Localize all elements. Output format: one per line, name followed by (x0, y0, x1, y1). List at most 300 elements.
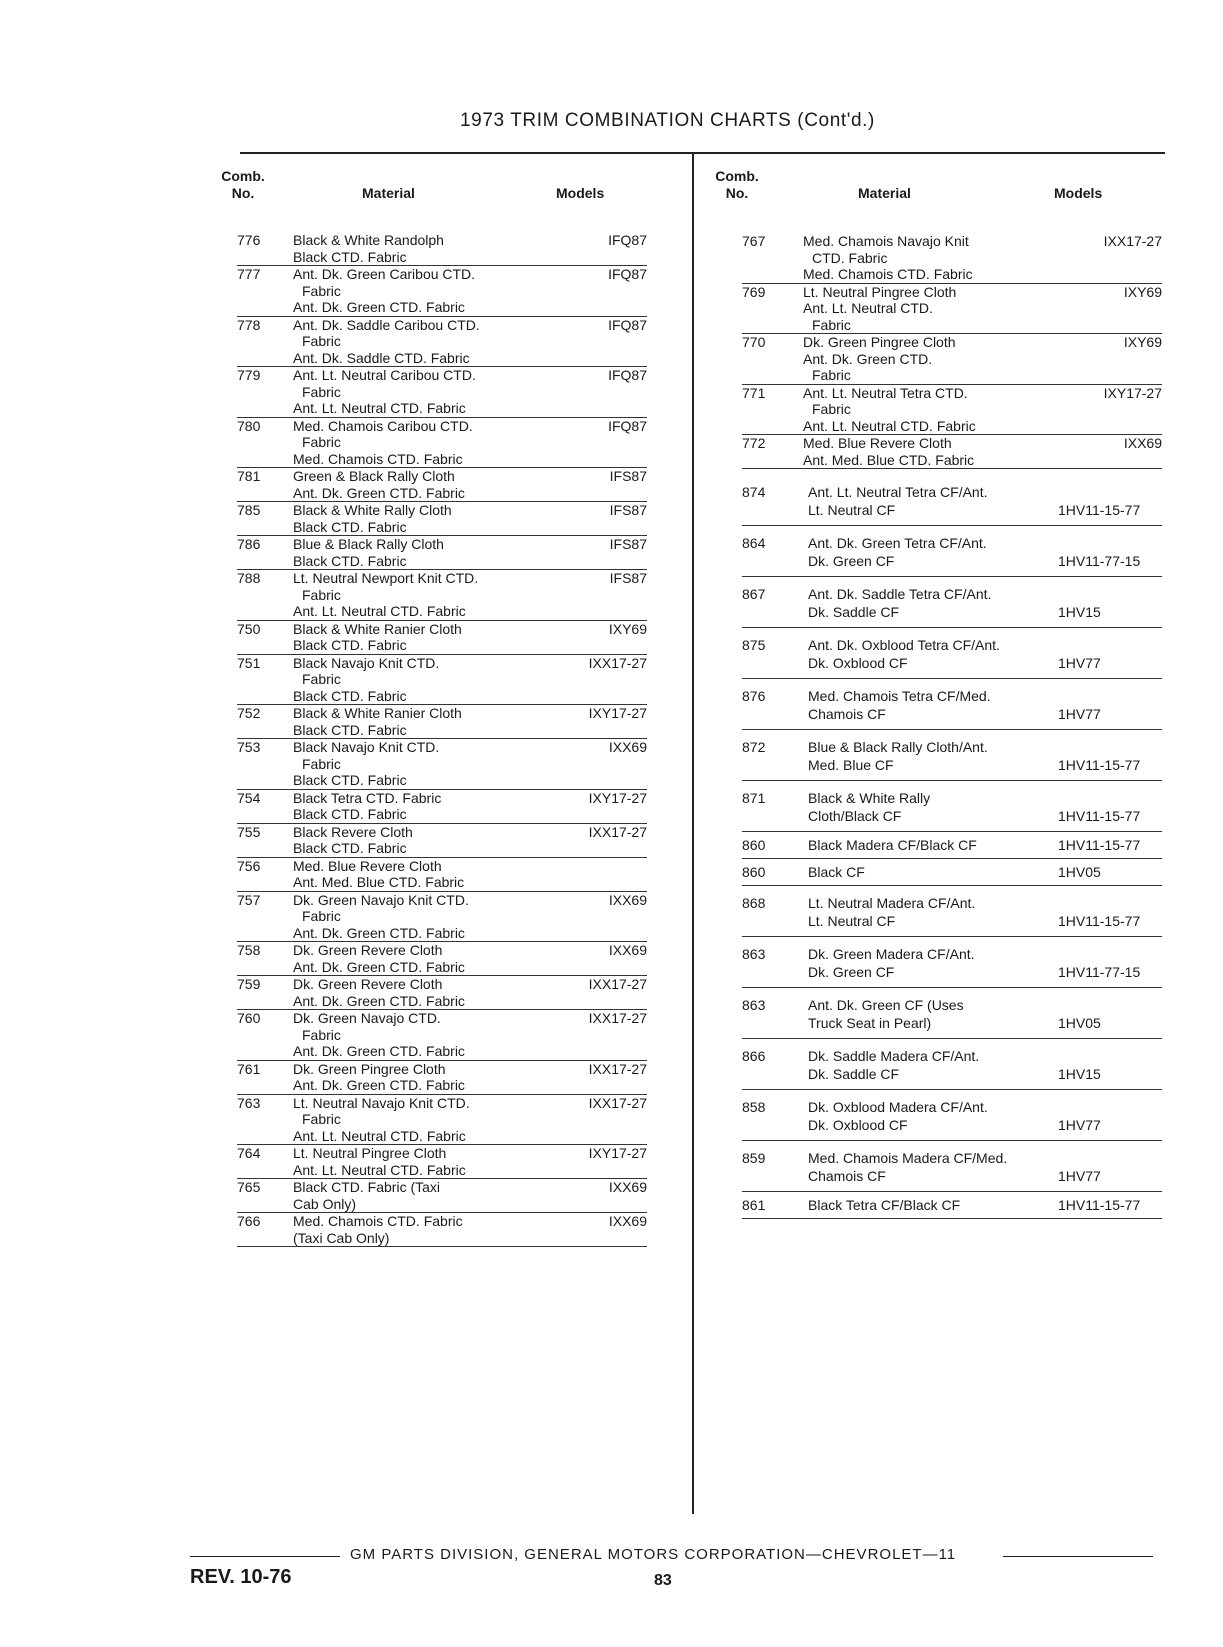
comb-number: 859 (742, 1150, 766, 1166)
material-line: Fabric (302, 671, 341, 687)
right-trim-table-ctd (742, 233, 1162, 469)
comb-number: 766 (237, 1213, 261, 1229)
table-row (237, 655, 647, 706)
models-cell (568, 824, 647, 857)
comb-number: 759 (237, 976, 261, 992)
revision-label: REV. 10-76 (190, 1566, 292, 1588)
comb-number: 777 (237, 266, 261, 282)
material-line: Fabric (812, 401, 851, 417)
models-cell (1058, 687, 1162, 723)
material-line: Med. Chamois CTD. Fabric (803, 266, 973, 282)
material-line: Ant. Dk. Green CTD. (803, 350, 933, 367)
models-cell (568, 1145, 647, 1178)
models-value: 1HV11-77-15 (1058, 553, 1141, 569)
models-cell (568, 1095, 647, 1145)
right-models-header: Models (1054, 185, 1103, 201)
table-row (742, 988, 1162, 1039)
material-line: Black Revere Cloth (293, 823, 413, 840)
left-material-header: Material (362, 185, 415, 201)
comb-number: 764 (237, 1145, 261, 1161)
table-row (742, 435, 1162, 469)
models-value: IFS87 (609, 570, 647, 586)
comb-number: 860 (742, 864, 766, 880)
material-line: Fabric (302, 755, 341, 772)
comb-number: 867 (742, 586, 766, 602)
models-value: 1HV05 (1058, 1015, 1101, 1031)
models-cell (568, 232, 647, 265)
models-value: IXX69 (608, 942, 647, 958)
comb-number: 785 (237, 502, 261, 518)
models-value: 1HV11-15-77 (1058, 837, 1141, 853)
table-row (237, 739, 647, 790)
material-cell (803, 385, 1083, 435)
material-line: Ant. Lt. Neutral CTD. Fabric (803, 417, 976, 434)
models-cell (568, 858, 647, 891)
footer-rule-right (1003, 1556, 1153, 1557)
material-line: Dk. Green Pingree Cloth (293, 1060, 446, 1077)
table-row (742, 1090, 1162, 1141)
models-value: IXX17-27 (588, 1010, 647, 1026)
material-line: Dk. Green Revere Cloth (293, 976, 443, 992)
table-row (237, 1145, 647, 1179)
material-line: Fabric (302, 282, 341, 299)
material-line: Dk. Green Revere Cloth (293, 942, 443, 958)
material-cell (293, 705, 568, 738)
models-cell (568, 502, 647, 535)
comb-number: 772 (742, 435, 766, 451)
comb-number: 861 (742, 1197, 766, 1213)
models-value: IXX17-27 (588, 1060, 647, 1077)
table-row (237, 1095, 647, 1146)
table-row (237, 468, 647, 502)
material-line: Black Navajo Knit CTD. (293, 654, 440, 671)
models-value: 1HV15 (1058, 604, 1101, 620)
material-cell (808, 1098, 1058, 1134)
comb-number: 863 (742, 997, 766, 1013)
material-cell (803, 435, 1083, 468)
material-line: Dk. Saddle Madera CF/Ant. (808, 1048, 980, 1064)
right-trim-table-cf (742, 475, 1162, 1219)
material-line: Lt. Neutral CF (808, 913, 896, 929)
material-line: Dk. Green Madera CF/Ant. (808, 946, 975, 962)
table-row (237, 502, 647, 536)
material-cell (808, 636, 1058, 672)
material-cell (293, 570, 568, 620)
models-cell (568, 266, 647, 316)
comb-number: 876 (742, 688, 766, 704)
models-value: IFQ87 (608, 417, 647, 434)
material-line: Cab Only) (293, 1195, 357, 1212)
models-value: IXX17-27 (588, 1094, 647, 1111)
comb-number: 760 (237, 1010, 261, 1026)
comb-number: 778 (237, 316, 261, 333)
footer-rule-left (190, 1556, 340, 1557)
left-models-header: Models (556, 185, 605, 201)
page-number: 83 (654, 1572, 672, 1589)
material-line: Black CTD. Fabric (293, 518, 407, 535)
material-line: Med. Chamois Caribou CTD. (293, 417, 473, 434)
table-row (237, 418, 647, 469)
models-value: IXX17-27 (588, 654, 647, 671)
models-value: IFQ87 (608, 367, 647, 383)
table-row (742, 233, 1162, 284)
material-cell (808, 789, 1058, 825)
material-line: Ant. Med. Blue CTD. Fabric (293, 874, 465, 890)
comb-number: 767 (742, 233, 766, 249)
models-value: IXX17-27 (1103, 233, 1162, 249)
material-cell (803, 233, 1083, 283)
comb-number: 863 (742, 946, 766, 962)
comb-number: 756 (237, 857, 261, 874)
models-cell (1058, 894, 1162, 930)
material-cell (293, 266, 568, 316)
models-cell (1058, 863, 1162, 881)
material-line: Ant. Lt. Neutral CTD. Fabric (293, 603, 466, 619)
models-cell (568, 317, 647, 367)
comb-number: 781 (237, 468, 261, 484)
comb-number: 864 (742, 535, 766, 551)
material-cell (803, 334, 1083, 384)
comb-number: 765 (237, 1179, 261, 1195)
table-row (742, 1039, 1162, 1090)
material-line: Ant. Dk. Green Caribou CTD. (293, 266, 476, 282)
models-value: IXX69 (608, 1179, 647, 1195)
material-line: Black CTD. Fabric (Taxi (293, 1179, 441, 1195)
comb-number: 753 (237, 739, 261, 755)
material-line: CTD. Fabric (812, 249, 888, 266)
table-row (742, 937, 1162, 988)
material-cell (808, 863, 1058, 881)
comb-number: 860 (742, 837, 766, 853)
table-row (237, 790, 647, 824)
material-line: Dk. Green Pingree Cloth (803, 334, 956, 350)
comb-number: 769 (742, 283, 766, 300)
material-line: Blue & Black Rally Cloth (293, 536, 444, 552)
material-line: Dk. Oxblood CF (808, 1117, 908, 1133)
material-line: Med. Chamois Madera CF/Med. (808, 1150, 1008, 1166)
models-value: 1HV77 (1058, 706, 1101, 722)
material-line: (Taxi Cab Only) (293, 1229, 390, 1246)
material-cell (293, 739, 568, 789)
left-comb-header (220, 168, 266, 202)
material-line: Ant. Dk. Green CTD. Fabric (293, 992, 465, 1009)
models-cell (568, 705, 647, 738)
material-line: Med. Blue Revere Cloth (803, 435, 952, 451)
right-comb-header (714, 168, 760, 202)
table-row (237, 232, 647, 266)
models-cell (1083, 284, 1162, 334)
table-row (742, 475, 1162, 526)
models-value: 1HV77 (1058, 1168, 1101, 1184)
left-trim-table (237, 232, 647, 1247)
models-cell (1058, 945, 1162, 981)
material-cell (808, 585, 1058, 621)
material-line: Dk. Green Navajo CTD. (293, 1010, 441, 1026)
material-cell (293, 1179, 568, 1212)
models-value: IFQ87 (608, 316, 647, 333)
models-value: IXX17-27 (588, 976, 647, 992)
material-line: Med. Chamois CTD. Fabric (293, 1213, 463, 1229)
models-cell (1058, 636, 1162, 672)
material-line: Dk. Oxblood CF (808, 655, 908, 671)
table-row (742, 832, 1162, 859)
material-cell (293, 536, 568, 569)
material-line: Ant. Dk. Saddle Tetra CF/Ant. (808, 586, 992, 602)
models-value: IXX17-27 (588, 823, 647, 840)
table-row (742, 334, 1162, 385)
models-cell (1058, 738, 1162, 774)
table-row (237, 1061, 647, 1095)
models-value: 1HV11-15-77 (1058, 913, 1141, 929)
models-cell (568, 418, 647, 468)
models-value: IXY69 (608, 620, 647, 637)
material-line: Lt. Neutral CF (808, 502, 896, 518)
material-line: Green & Black Rally Cloth (293, 468, 455, 484)
material-line: Chamois CF (808, 706, 886, 722)
models-value: 1HV11-15-77 (1058, 757, 1141, 773)
models-cell (1058, 534, 1162, 570)
models-cell (1058, 996, 1162, 1032)
models-cell (568, 1061, 647, 1094)
models-cell (1058, 1098, 1162, 1134)
material-line: Black CTD. Fabric (293, 806, 407, 822)
models-cell (568, 570, 647, 620)
models-cell (568, 655, 647, 705)
material-line: Black & White Ranier Cloth (293, 620, 462, 637)
no-label: No. (725, 185, 749, 201)
comb-number: 757 (237, 891, 261, 908)
material-cell (808, 483, 1058, 519)
comb-number: 752 (237, 705, 261, 721)
material-line: Black CTD. Fabric (293, 248, 407, 265)
material-line: Med. Blue CF (808, 757, 894, 773)
comb-number: 788 (237, 570, 261, 586)
models-cell (1083, 435, 1162, 468)
material-cell (293, 942, 568, 975)
material-line: Fabric (302, 908, 341, 924)
material-cell (808, 1196, 1058, 1214)
material-line: Dk. Green CF (808, 964, 895, 980)
comb-number: 770 (742, 334, 766, 350)
material-cell (293, 621, 568, 654)
comb-number: 750 (237, 620, 261, 637)
material-line: Black CTD. Fabric (293, 687, 407, 704)
material-line: Black CTD. Fabric (293, 721, 407, 738)
material-line: Ant. Lt. Neutral CTD. (803, 300, 933, 316)
models-cell (1058, 1196, 1162, 1214)
material-line: Black Tetra CTD. Fabric (293, 789, 442, 806)
table-row (742, 1192, 1162, 1219)
models-cell (568, 1179, 647, 1212)
column-divider (692, 154, 694, 1514)
table-row (237, 317, 647, 368)
material-line: Black CTD. Fabric (293, 552, 407, 569)
material-line: Ant. Dk. Green CTD. Fabric (293, 924, 465, 941)
material-cell (808, 836, 1058, 854)
table-row (742, 628, 1162, 679)
material-line: Fabric (302, 1111, 341, 1127)
models-value: 1HV15 (1058, 1066, 1101, 1082)
models-value: 1HV77 (1058, 1117, 1101, 1133)
table-row (237, 1179, 647, 1213)
material-line: Ant. Lt. Neutral CTD. Fabric (293, 1161, 466, 1178)
material-cell (808, 1149, 1058, 1185)
material-cell (808, 534, 1058, 570)
comb-number: 758 (237, 942, 261, 958)
material-cell (293, 317, 568, 367)
models-cell (568, 367, 647, 417)
material-line: Ant. Dk. Green CTD. Fabric (293, 1077, 465, 1093)
models-value: IXY17-27 (588, 789, 647, 806)
comb-number: 872 (742, 739, 766, 755)
models-value: 1HV11-15-77 (1058, 1197, 1141, 1213)
material-line: Fabric (812, 316, 851, 333)
comb-number: 780 (237, 417, 261, 434)
material-cell (293, 655, 568, 705)
material-cell (808, 687, 1058, 723)
models-value: IXX69 (608, 891, 647, 908)
models-value: IFS87 (609, 468, 647, 484)
models-value: IFS87 (609, 502, 647, 518)
comb-label: Comb. (715, 168, 759, 184)
models-value: IXX69 (608, 1213, 647, 1229)
material-line: Dk. Green CF (808, 553, 895, 569)
material-line: Ant. Dk. Green CTD. Fabric (293, 1043, 465, 1059)
material-line: Truck Seat in Pearl) (808, 1015, 932, 1031)
table-row (237, 892, 647, 943)
material-cell (293, 790, 568, 823)
material-line: Black & White Rally Cloth (293, 502, 452, 518)
table-row (237, 570, 647, 621)
material-cell (808, 894, 1058, 930)
material-line: Lt. Neutral Pingree Cloth (293, 1145, 447, 1161)
table-row (742, 385, 1162, 436)
material-line: Fabric (302, 333, 341, 349)
top-rule (240, 152, 1165, 154)
material-line: Ant. Lt. Neutral Tetra CTD. (803, 384, 968, 401)
models-value: 1HV77 (1058, 655, 1101, 671)
table-row (742, 859, 1162, 886)
material-line: Ant. Lt. Neutral CTD. Fabric (293, 1127, 466, 1144)
models-cell (568, 790, 647, 823)
material-cell (293, 1010, 568, 1060)
comb-number: 776 (237, 232, 261, 248)
material-cell (808, 945, 1058, 981)
material-cell (293, 1213, 568, 1246)
material-cell (808, 996, 1058, 1032)
material-line: Ant. Dk. Green CTD. Fabric (293, 299, 465, 315)
models-cell (568, 621, 647, 654)
models-value: IXY17-27 (588, 1145, 647, 1161)
comb-number: 754 (237, 789, 261, 806)
material-cell (293, 1061, 568, 1094)
comb-number: 786 (237, 536, 261, 552)
models-cell (1083, 334, 1162, 384)
material-line: Ant. Lt. Neutral Tetra CF/Ant. (808, 484, 988, 500)
models-value: IXY17-27 (588, 705, 647, 721)
models-value: IXY69 (1123, 283, 1162, 300)
material-line: Black CTD. Fabric (293, 637, 407, 653)
models-cell (568, 976, 647, 1009)
no-label: No. (231, 185, 255, 201)
table-row (237, 942, 647, 976)
models-cell (1083, 385, 1162, 435)
material-line: Ant. Dk. Saddle Caribou CTD. (293, 316, 480, 333)
comb-number: 755 (237, 823, 261, 840)
models-cell (1058, 483, 1162, 519)
models-cell (568, 892, 647, 942)
material-line: Black CF (808, 864, 865, 880)
material-line: Blue & Black Rally Cloth/Ant. (808, 739, 988, 755)
comb-number: 763 (237, 1094, 261, 1111)
material-cell (808, 1047, 1058, 1083)
material-line: Ant. Dk. Green CF (Uses (808, 997, 964, 1013)
material-line: Ant. Dk. Saddle CTD. Fabric (293, 349, 470, 366)
table-row (237, 621, 647, 655)
models-cell (568, 739, 647, 789)
table-row (742, 1141, 1162, 1192)
material-line: Med. Chamois Navajo Knit (803, 233, 969, 249)
models-cell (568, 468, 647, 501)
material-line: Black Tetra CF/Black CF (808, 1197, 961, 1213)
table-row (742, 886, 1162, 937)
table-row (237, 367, 647, 418)
material-line: Ant. Lt. Neutral CTD. Fabric (293, 400, 466, 416)
comb-number: 779 (237, 367, 261, 383)
material-line: Black & White Ranier Cloth (293, 705, 462, 721)
material-cell (293, 858, 568, 891)
material-cell (293, 824, 568, 857)
material-line: Dk. Saddle CF (808, 1066, 900, 1082)
material-cell (293, 1095, 568, 1145)
comb-number: 875 (742, 637, 766, 653)
models-value: IXY17-27 (1103, 384, 1162, 401)
comb-number: 858 (742, 1099, 766, 1115)
models-value: 1HV11-15-77 (1058, 808, 1141, 824)
table-row (742, 679, 1162, 730)
material-line: Lt. Neutral Navajo Knit CTD. (293, 1094, 470, 1111)
material-line: Med. Blue Revere Cloth (293, 857, 442, 874)
table-row (237, 705, 647, 739)
material-line: Ant. Med. Blue CTD. Fabric (803, 451, 975, 468)
models-cell (568, 1213, 647, 1246)
models-value: IXY69 (1123, 334, 1162, 350)
material-line: Ant. Dk. Green Tetra CF/Ant. (808, 535, 987, 551)
table-row (237, 824, 647, 858)
models-cell (1058, 585, 1162, 621)
material-cell (293, 976, 568, 1009)
material-line: Black Madera CF/Black CF (808, 837, 977, 853)
models-value: IXX69 (1123, 435, 1162, 451)
comb-label: Comb. (221, 168, 265, 184)
material-line: Cloth/Black CF (808, 808, 902, 824)
right-material-header: Material (858, 185, 911, 201)
table-row (237, 976, 647, 1010)
table-row (237, 1010, 647, 1061)
material-line: Dk. Saddle CF (808, 604, 900, 620)
material-line: Black & White Randolph (293, 232, 444, 248)
models-cell (568, 1010, 647, 1060)
table-row (742, 730, 1162, 781)
table-row (742, 284, 1162, 335)
material-line: Dk. Green Navajo Knit CTD. (293, 891, 469, 908)
material-cell (293, 367, 568, 417)
models-value: IFS87 (609, 536, 647, 552)
material-line: Black CTD. Fabric (293, 840, 407, 856)
footer-text: GM PARTS DIVISION, GENERAL MOTORS CORPORATION—CHEVROLET—11 (350, 1546, 957, 1563)
models-value: IFQ87 (608, 232, 647, 248)
comb-number: 761 (237, 1060, 261, 1077)
